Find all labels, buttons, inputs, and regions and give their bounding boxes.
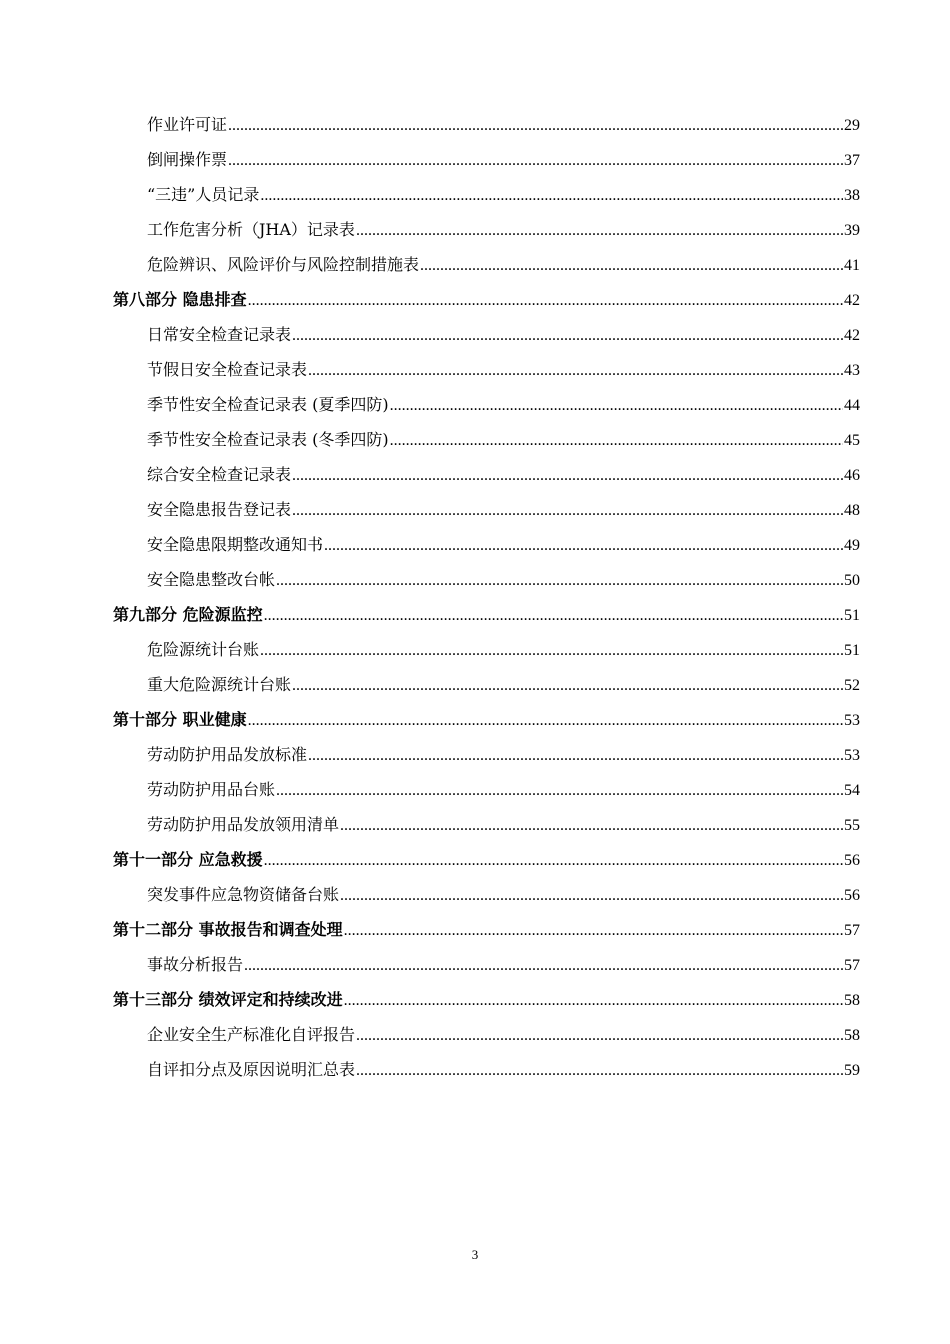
toc-entry-label: 劳动防护用品台账 xyxy=(147,780,276,799)
toc-entry-label: 倒闸操作票 xyxy=(147,150,228,169)
table-of-contents xyxy=(113,107,860,1087)
toc-entry[interactable] xyxy=(113,352,860,387)
toc-dot-leader xyxy=(264,843,843,878)
toc-dot-leader xyxy=(292,458,843,493)
toc-section-heading[interactable] xyxy=(113,702,860,737)
toc-entry-label: 安全隐患整改台帐 xyxy=(147,570,276,589)
toc-entry-label: 节假日安全检查记录表 xyxy=(147,360,308,379)
toc-entry-label: “三违”人员记录 xyxy=(147,185,260,204)
toc-dot-leader xyxy=(356,1018,843,1053)
toc-section-heading[interactable] xyxy=(113,282,860,317)
toc-entry-label: 危险源统计台账 xyxy=(147,640,260,659)
toc-entry-page-number: 51 xyxy=(844,642,860,659)
toc-section-heading[interactable] xyxy=(113,597,860,632)
toc-entry[interactable] xyxy=(113,247,860,282)
toc-entry[interactable] xyxy=(113,562,860,597)
toc-section-heading[interactable] xyxy=(113,912,860,947)
toc-entry[interactable] xyxy=(113,877,860,912)
toc-entry-page-number: 48 xyxy=(844,502,860,519)
toc-entry-page-number: 51 xyxy=(844,607,860,624)
toc-dot-leader xyxy=(390,423,843,458)
toc-entry[interactable] xyxy=(113,737,860,772)
toc-dot-leader xyxy=(292,493,843,528)
toc-entry[interactable] xyxy=(113,177,860,212)
toc-entry-label: 危险辨识、风险评价与风险控制措施表 xyxy=(147,255,420,274)
toc-entry-page-number: 46 xyxy=(844,467,860,484)
toc-dot-leader xyxy=(292,318,843,353)
toc-entry[interactable] xyxy=(113,107,860,142)
toc-entry-page-number: 42 xyxy=(844,292,860,309)
toc-entry-label: 事故分析报告 xyxy=(147,955,244,974)
toc-dot-leader xyxy=(344,983,843,1018)
toc-entry[interactable] xyxy=(113,667,860,702)
toc-entry-label: 第十部分 职业健康 xyxy=(113,710,247,729)
toc-entry[interactable] xyxy=(113,947,860,982)
toc-entry-page-number: 44 xyxy=(844,397,860,414)
toc-entry[interactable] xyxy=(113,142,860,177)
toc-dot-leader xyxy=(264,598,843,633)
toc-entry-label: 劳动防护用品发放标准 xyxy=(147,745,308,764)
toc-entry[interactable] xyxy=(113,457,860,492)
toc-entry-label: 第十一部分 应急救援 xyxy=(113,850,263,869)
toc-entry-page-number: 38 xyxy=(844,187,860,204)
toc-dot-leader xyxy=(356,1053,843,1088)
toc-entry-label: 第九部分 危险源监控 xyxy=(113,605,263,624)
toc-section-heading[interactable] xyxy=(113,842,860,877)
toc-entry-label: 自评扣分点及原因说明汇总表 xyxy=(147,1060,356,1079)
toc-entry-label: 安全隐患报告登记表 xyxy=(147,500,292,519)
toc-dot-leader xyxy=(308,353,843,388)
toc-entry-label: 第十二部分 事故报告和调查处理 xyxy=(113,920,343,939)
toc-entry-label: 第八部分 隐患排查 xyxy=(113,290,247,309)
toc-dot-leader xyxy=(244,948,843,983)
toc-entry-label: 日常安全检查记录表 xyxy=(147,325,292,344)
toc-dot-leader xyxy=(292,668,843,703)
toc-entry-page-number: 53 xyxy=(844,712,860,729)
toc-entry[interactable] xyxy=(113,527,860,562)
toc-dot-leader xyxy=(228,108,843,143)
toc-dot-leader xyxy=(356,213,843,248)
toc-entry-page-number: 45 xyxy=(844,432,860,449)
toc-entry-page-number: 54 xyxy=(844,782,860,799)
toc-entry-label: 企业安全生产标准化自评报告 xyxy=(147,1025,356,1044)
toc-entry-page-number: 39 xyxy=(844,222,860,239)
toc-entry-label: 重大危险源统计台账 xyxy=(147,675,292,694)
toc-dot-leader xyxy=(260,178,843,213)
toc-dot-leader xyxy=(390,388,843,423)
toc-entry-label: 第十三部分 绩效评定和持续改进 xyxy=(113,990,343,1009)
toc-entry-label: 综合安全检查记录表 xyxy=(147,465,292,484)
toc-entry-page-number: 37 xyxy=(844,152,860,169)
toc-entry-label: 作业许可证 xyxy=(147,115,228,134)
toc-entry-page-number: 41 xyxy=(844,257,860,274)
toc-dot-leader xyxy=(248,283,843,318)
toc-entry-page-number: 57 xyxy=(844,922,860,939)
toc-entry-page-number: 43 xyxy=(844,362,860,379)
toc-dot-leader xyxy=(324,528,843,563)
toc-entry-page-number: 56 xyxy=(844,852,860,869)
toc-dot-leader xyxy=(340,878,843,913)
toc-dot-leader xyxy=(420,248,843,283)
toc-entry-page-number: 53 xyxy=(844,747,860,764)
toc-entry-page-number: 57 xyxy=(844,957,860,974)
toc-entry-page-number: 58 xyxy=(844,1027,860,1044)
toc-dot-leader xyxy=(344,913,843,948)
toc-entry-label: 季节性安全检查记录表 (夏季四防) xyxy=(147,395,389,414)
toc-dot-leader xyxy=(228,143,843,178)
toc-dot-leader xyxy=(276,563,843,598)
toc-entry-page-number: 29 xyxy=(844,117,860,134)
toc-entry[interactable] xyxy=(113,422,860,457)
toc-entry-page-number: 58 xyxy=(844,992,860,1009)
toc-entry-label: 突发事件应急物资储备台账 xyxy=(147,885,340,904)
toc-dot-leader xyxy=(260,633,843,668)
toc-dot-leader xyxy=(340,808,843,843)
toc-entry[interactable] xyxy=(113,1052,860,1087)
toc-entry-page-number: 56 xyxy=(844,887,860,904)
toc-entry-page-number: 50 xyxy=(844,572,860,589)
toc-entry-label: 安全隐患限期整改通知书 xyxy=(147,535,324,554)
toc-entry[interactable] xyxy=(113,807,860,842)
toc-entry-page-number: 52 xyxy=(844,677,860,694)
toc-entry-page-number: 55 xyxy=(844,817,860,834)
toc-entry[interactable] xyxy=(113,212,860,247)
toc-entry-label: 工作危害分析（JHA）记录表 xyxy=(147,220,355,239)
toc-entry[interactable] xyxy=(113,772,860,807)
toc-entry-page-number: 59 xyxy=(844,1062,860,1079)
toc-entry-page-number: 42 xyxy=(844,327,860,344)
toc-dot-leader xyxy=(308,738,843,773)
toc-dot-leader xyxy=(248,703,843,738)
toc-entry-label: 劳动防护用品发放领用清单 xyxy=(147,815,340,834)
toc-entry-label: 季节性安全检查记录表 (冬季四防) xyxy=(147,430,389,449)
toc-entry[interactable] xyxy=(113,317,860,352)
page-number: 3 xyxy=(471,1247,479,1262)
toc-section-heading[interactable] xyxy=(113,982,860,1017)
toc-entry[interactable] xyxy=(113,492,860,527)
toc-entry-page-number: 49 xyxy=(844,537,860,554)
toc-dot-leader xyxy=(276,773,843,808)
toc-entry[interactable] xyxy=(113,387,860,422)
toc-entry[interactable] xyxy=(113,1017,860,1052)
toc-entry[interactable] xyxy=(113,632,860,667)
